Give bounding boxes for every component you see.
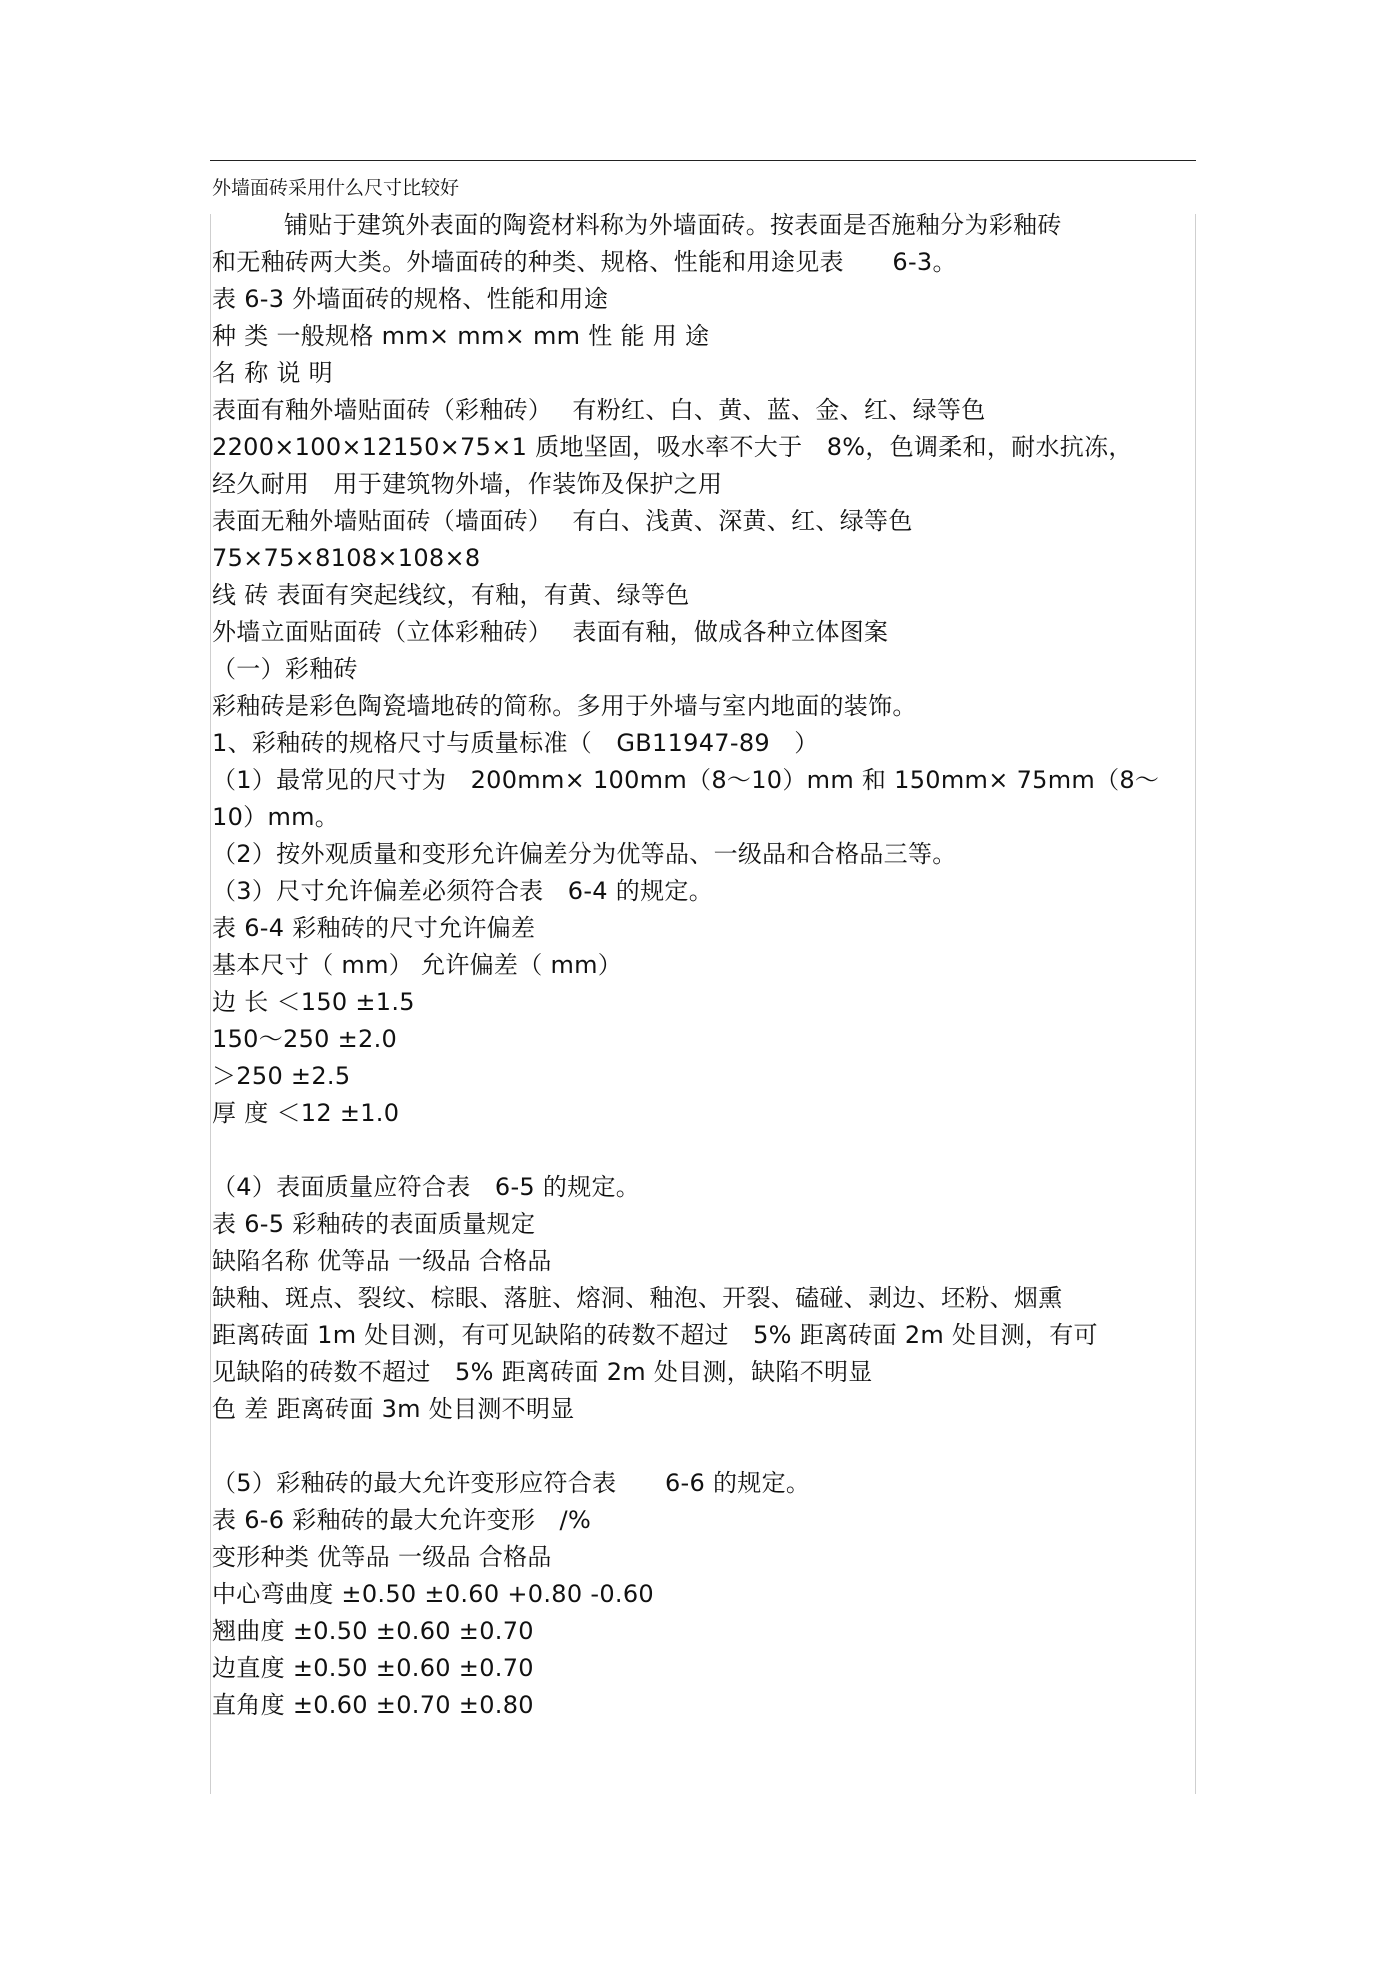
text-line: 距离砖面 1m 处目测，有可见缺陷的砖数不超过 5% 距离砖面 2m 处目测，有可 <box>212 1321 1098 1349</box>
text-line: （一）彩釉砖 <box>212 655 358 683</box>
text-line: 表 6-3 外墙面砖的规格、性能和用途 <box>212 285 609 313</box>
text-line: 直角度 ±0.60 ±0.70 ±0.80 <box>212 1691 534 1719</box>
text-line: 75×75×8108×108×8 <box>212 544 481 572</box>
text-line: 表面无釉外墙贴面砖（墙面砖） 有白、浅黄、深黄、红、绿等色 <box>212 507 913 535</box>
text-line: 表 6-6 彩釉砖的最大允许变形 /% <box>212 1506 592 1534</box>
text-line: 变形种类 优等品 一级品 合格品 <box>212 1543 552 1571</box>
text-line: ＞250 ±2.5 <box>212 1062 351 1090</box>
text-line: 名 称 说 明 <box>212 359 333 387</box>
text-line: 中心弯曲度 ±0.50 ±0.60 +0.80 -0.60 <box>212 1580 654 1608</box>
text-line: 边直度 ±0.50 ±0.60 ±0.70 <box>212 1654 534 1682</box>
text-line: 2200×100×12150×75×1 质地坚固，吸水率不大于 8%，色调柔和，耐水抗冻， <box>212 433 1133 461</box>
text-line: 表 6-4 彩釉砖的尺寸允许偏差 <box>212 914 536 942</box>
text-line: 见缺陷的砖数不超过 5% 距离砖面 2m 处目测，缺陷不明显 <box>212 1358 873 1386</box>
text-line: 和无釉砖两大类。外墙面砖的种类、规格、性能和用途见表 6-3。 <box>212 248 957 276</box>
text-line: 边 长 ＜150 ±1.5 <box>212 988 415 1016</box>
text-line: 表面有釉外墙贴面砖（彩釉砖） 有粉红、白、黄、蓝、金、红、绿等色 <box>212 396 986 424</box>
text-line: （5）彩釉砖的最大允许变形应符合表 6-6 的规定。 <box>212 1469 811 1497</box>
text-line: 缺釉、斑点、裂纹、棕眼、落脏、熔洞、釉泡、开裂、磕碰、剥边、坯粉、烟熏 <box>212 1284 1063 1312</box>
text-line: （3）尺寸允许偏差必须符合表 6-4 的规定。 <box>212 877 713 905</box>
text-line: 表 6-5 彩釉砖的表面质量规定 <box>212 1210 536 1238</box>
text-line: 翘曲度 ±0.50 ±0.60 ±0.70 <box>212 1617 534 1645</box>
text-line: 经久耐用 用于建筑物外墙，作装饰及保护之用 <box>212 470 723 498</box>
text-line: （4）表面质量应符合表 6-5 的规定。 <box>212 1173 641 1201</box>
text-line: 基本尺寸（ mm） 允许偏差（ mm） <box>212 951 623 979</box>
text-line: 彩釉砖是彩色陶瓷墙地砖的简称。多用于外墙与室内地面的装饰。 <box>212 692 917 720</box>
text-line: 线 砖 表面有突起线纹，有釉，有黄、绿等色 <box>212 581 690 609</box>
page-frame-right-border <box>1195 214 1196 1794</box>
header-rule <box>210 160 1196 161</box>
text-line: 10）mm。 <box>212 803 340 831</box>
document-title: 外墙面砖采用什么尺寸比较好 <box>212 177 460 199</box>
text-line: 铺贴于建筑外表面的陶瓷材料称为外墙面砖。按表面是否施釉分为彩釉砖 <box>284 211 1062 239</box>
text-line: 缺陷名称 优等品 一级品 合格品 <box>212 1247 552 1275</box>
text-line: （2）按外观质量和变形允许偏差分为优等品、一级品和合格品三等。 <box>212 840 957 868</box>
text-line: 色 差 距离砖面 3m 处目测不明显 <box>212 1395 575 1423</box>
text-line: （1）最常见的尺寸为 200mm× 100mm（8～10）mm 和 150mm× 75mm（8～ <box>212 766 1160 794</box>
text-line: 种 类 一般规格 mm× mm× mm 性 能 用 途 <box>212 322 710 350</box>
text-line: 厚 度 ＜12 ±1.0 <box>212 1099 400 1127</box>
text-line: 150～250 ±2.0 <box>212 1025 398 1053</box>
text-line: 1、彩釉砖的规格尺寸与质量标准（ GB11947-89 ） <box>212 729 819 757</box>
page-frame-left-border <box>210 214 211 1794</box>
text-line: 外墙立面贴面砖（立体彩釉砖） 表面有釉，做成各种立体图案 <box>212 618 889 646</box>
